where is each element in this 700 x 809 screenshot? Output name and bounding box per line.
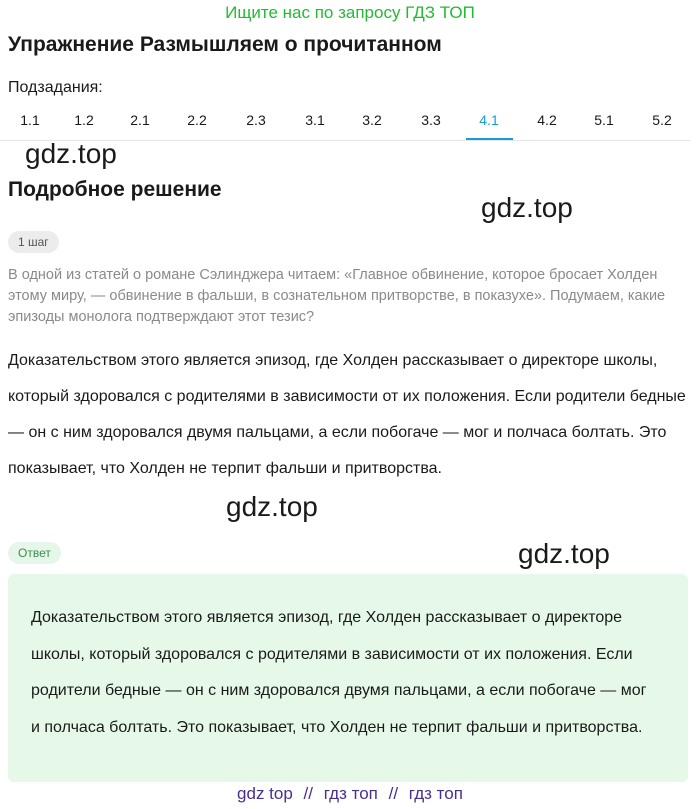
watermark: gdz.top — [518, 538, 610, 569]
footer-separator: // — [303, 784, 313, 803]
tab-4-2[interactable]: 4.2 — [537, 112, 557, 128]
tab-1-2[interactable]: 1.2 — [74, 112, 94, 128]
answer-box — [8, 574, 688, 782]
section-title: Подробное решение — [8, 178, 222, 201]
top-banner: Ищите нас по запросу ГДЗ ТОП — [225, 3, 475, 22]
watermark: gdz.top — [481, 192, 573, 223]
tab-2-2[interactable]: 2.2 — [187, 112, 207, 128]
page-title: Упражнение Размышляем о прочитанном — [8, 33, 442, 56]
tab-3-1[interactable]: 3.1 — [305, 112, 325, 128]
footer-links — [0, 784, 700, 804]
subtasks-label: Подзадания: — [8, 79, 103, 96]
tab-4-1[interactable]: 4.1 — [479, 112, 499, 128]
footer-link-gdz-top-ru-2[interactable]: гдз топ — [408, 784, 463, 803]
subtask-tabs — [0, 104, 690, 141]
watermark: gdz.top — [25, 138, 117, 169]
tab-1-1[interactable]: 1.1 — [20, 112, 40, 128]
solution-text: Доказательством этого является эпизод, где Холден рассказывает о директоре школы, который здоровался с родителями в зависимости от их положения. Если родители бедные — он с ним здоровался двумя пальцами, а если побогаче — мог и полчаса болтать. Это показывает, что Холден не терпит фальши и притворства. — [8, 352, 686, 477]
tab-3-3[interactable]: 3.3 — [421, 112, 441, 128]
active-tab-indicator — [466, 138, 513, 140]
tab-2-3[interactable]: 2.3 — [246, 112, 266, 128]
tab-5-2[interactable]: 5.2 — [652, 112, 672, 128]
tab-3-2[interactable]: 3.2 — [362, 112, 382, 128]
answer-text: Доказательством этого является эпизод, где Холден рассказывает о директоре школы, который здоровался с родителями в зависимости от их положения. Если родители бедные — он с ним здоровался двумя пальцами, а если побогаче — мог и полчаса болтать. Это показывает, что Холден не терпит фальши и притворства. — [31, 609, 647, 736]
watermark: gdz.top — [226, 491, 318, 522]
tab-2-1[interactable]: 2.1 — [130, 112, 150, 128]
answer-badge: Ответ — [8, 542, 61, 564]
footer-separator: // — [388, 784, 399, 803]
question-text: В одной из статей о романе Сэлинджера читаем: «Главное обвинение, которое бросает Холден этому миру, — обвинение в фальши, в сознательном притворстве, в показухе». Подумаем, какие эпизоды монолога подтверждают этот тезис? — [8, 267, 666, 325]
tab-5-1[interactable]: 5.1 — [594, 112, 614, 128]
footer-link-gdz-top[interactable]: gdz top — [237, 784, 293, 803]
step-badge: 1 шаг — [8, 231, 59, 253]
footer-link-gdz-top-ru[interactable]: гдз топ — [323, 784, 378, 803]
